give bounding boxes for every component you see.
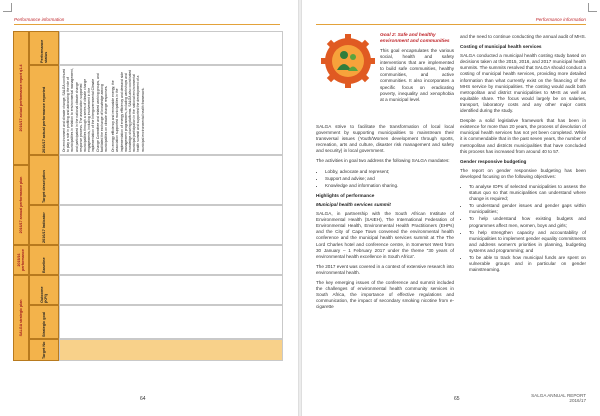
mandates-list — [316, 169, 454, 189]
list-item: • To help strengthen capacity and accountability of municipalities to implement gender equality commitments and address women's priorities in planning, budgeting systems and programming; and — [469, 230, 586, 254]
page-number: 64 — [140, 396, 146, 402]
table-cell — [59, 305, 283, 339]
text-column-left — [316, 124, 454, 314]
goal-badge-icon — [321, 34, 375, 88]
performance-text: On energy efficiency and renewable energy, the association supported municipalities in the implementation of energy efficiency and demand side management programmes, including workshops and knowledge-sharing platforms. SALGA also coordinated municipal participation in the national environmental health summit and supported the development of a municipal environmental health framework. — [111, 69, 145, 152]
section-heading: Highlights of performance — [316, 192, 375, 198]
right-page-header: Performance information — [316, 15, 586, 25]
left-page-header: Performance information — [14, 15, 280, 25]
group-header: 2015/16 performance — [13, 245, 29, 275]
objectives-list — [460, 184, 586, 273]
column-header: Target description — [29, 155, 59, 205]
crop-mark — [588, 3, 597, 12]
annual-report-title: SALGA ANNUAL REPORT — [531, 392, 586, 398]
goal-title: Goal 2: Safe and healthy environment and communities — [380, 33, 450, 44]
table-group-headers — [13, 31, 29, 361]
table-cell — [59, 155, 283, 205]
performance-text: On environment and climate change, SALGA continued to play a role in profiling and advancing the role of municipalities in relation to environmental management, and participated in the national climate change response process. The association supported municipalities through a series of climate change engagements, including involvement in the implementation of the Intergovernmental Climate Change Committee and related working groups, and facilitated the exchange of knowledge among municipalities on climate change responses. — [62, 68, 109, 152]
annual-report-label — [531, 393, 586, 404]
list-item: • To understand gender issues and gender gaps within municipalities; — [469, 203, 586, 215]
list-item: • Support and advise; and — [325, 176, 454, 182]
paragraph: The key emerging issues of the conference and summit included the challenges of environmental health community services in South Africa, the importance of effective regulations and communication, the impact of secondary smoking nicotine from e-cigarette — [316, 279, 454, 310]
annual-report-year: 2016/17 — [569, 398, 586, 404]
performance-table — [13, 31, 283, 361]
column-header: 2016/17 Indicator — [29, 205, 59, 245]
list-item: • To analyse IDPs of selected municipalities to assess the status quo so that municipalities can understand where change is required; — [469, 184, 586, 202]
group-header: 2016/17 actual performance report q1-4 — [13, 31, 29, 165]
crop-mark — [3, 3, 12, 12]
paragraph: This goal encapsulates the various social, health and safety interventions that are implemented to build safe communities, healthy communities, and active communities. It also incorporates a specific focus on eradicating poverty, inequality and xenophobia at a municipal level. — [380, 48, 454, 102]
list-item: • To be able to track how municipal funds are spent on vulnerable groups and in particular on gender mainstreaming. — [469, 255, 586, 273]
table-cell — [59, 205, 283, 245]
goal-intro-text — [380, 48, 454, 107]
paragraph: and the need to continue conducting the annual audit of MHS. — [460, 34, 586, 39]
paragraph: SALGA conducted a municipal health costing study based on decisions taken at the 2015, 2016, and 2017 municipal health summits. The summits resolved that SALGA should conduct a costing of municipal health services, providing more detailed information than what currently exist on the financing of the MHS service by municipalities. The costing would audit both metropolitan and district municipalities to MHS as well as equitable share. The focus would largely be on salaries, transport, laboratory costs and any other major costs identified during the study. — [460, 53, 586, 114]
section-heading: Municipal health services summit — [316, 201, 391, 207]
paragraph: The 2017 event was covered in a context of extensive research into environmental health. — [316, 263, 454, 275]
table-row — [59, 31, 283, 361]
table-cell — [59, 275, 283, 305]
list-item: • Lobby, advocate and represent; — [325, 169, 454, 175]
gear-icon — [321, 34, 375, 88]
group-header: 2016/17 annual performance plan — [13, 165, 29, 245]
paragraph: SALGA strive to facilitate the transformation of local local government by supporting municipalities to mainstream their transversal issues (Youth/Women development through sports, recreation, arts and culture, disaster risk management and safety and security) in local government. — [316, 124, 454, 154]
column-header: Target No — [29, 339, 59, 361]
paragraph: The report on gender responsive budgeting has been developed focusing on the following objectives: — [460, 167, 586, 179]
paragraph: The activities in goal two address the following SALGA mandates: — [316, 158, 450, 164]
column-header: Baseline — [29, 245, 59, 275]
right-page — [302, 0, 600, 416]
group-header: SALGA strategic plan — [13, 275, 29, 361]
column-header: Strategic goal — [29, 305, 59, 339]
text-column-right — [460, 34, 586, 277]
column-header: Outcome (KPI) — [29, 275, 59, 305]
left-page — [0, 0, 298, 416]
column-header: Performance status — [29, 31, 59, 65]
section-heading: Costing of municipal health services — [460, 44, 542, 50]
column-header: 2016/17 actual performance reported — [29, 65, 59, 155]
paragraph: Despite a solid legislative framework that has been in existence for more than 20 years, the process of devolution of municipal health services has not yet been completed. While it is commendable that in the past seven years, the number of metropolitan and districts municipalities that have concluded this process has increased from around 40 to 57. — [460, 118, 586, 154]
table-cell — [59, 31, 283, 65]
table-cell — [59, 245, 283, 275]
table-cell-actual-performance — [59, 65, 283, 155]
section-heading: Gender responsive budgeting — [460, 158, 527, 164]
table-column-headers — [29, 31, 59, 361]
list-item: • Knowledge and information sharing. — [325, 183, 454, 189]
list-item: • To help understand how existing budgets and programmes affect men, women, boys and girls; — [469, 216, 586, 228]
table-cell — [59, 339, 283, 361]
page-number: 65 — [454, 396, 460, 402]
paragraph: SALGA, in partnership with the South African Institute of Environmental Health (SAIEH), The International Federation of Environmental Health, Environmental Health Practitioners (EHPs) and the City of Cape Town convened the environmental health conference and the municipal health services summit at The The Lord Charles hotel and conference centre, in Somerset West from 30 January – 1 February 2017 under the theme “30 years of environmental health excellence in South Africa”. — [316, 211, 454, 259]
